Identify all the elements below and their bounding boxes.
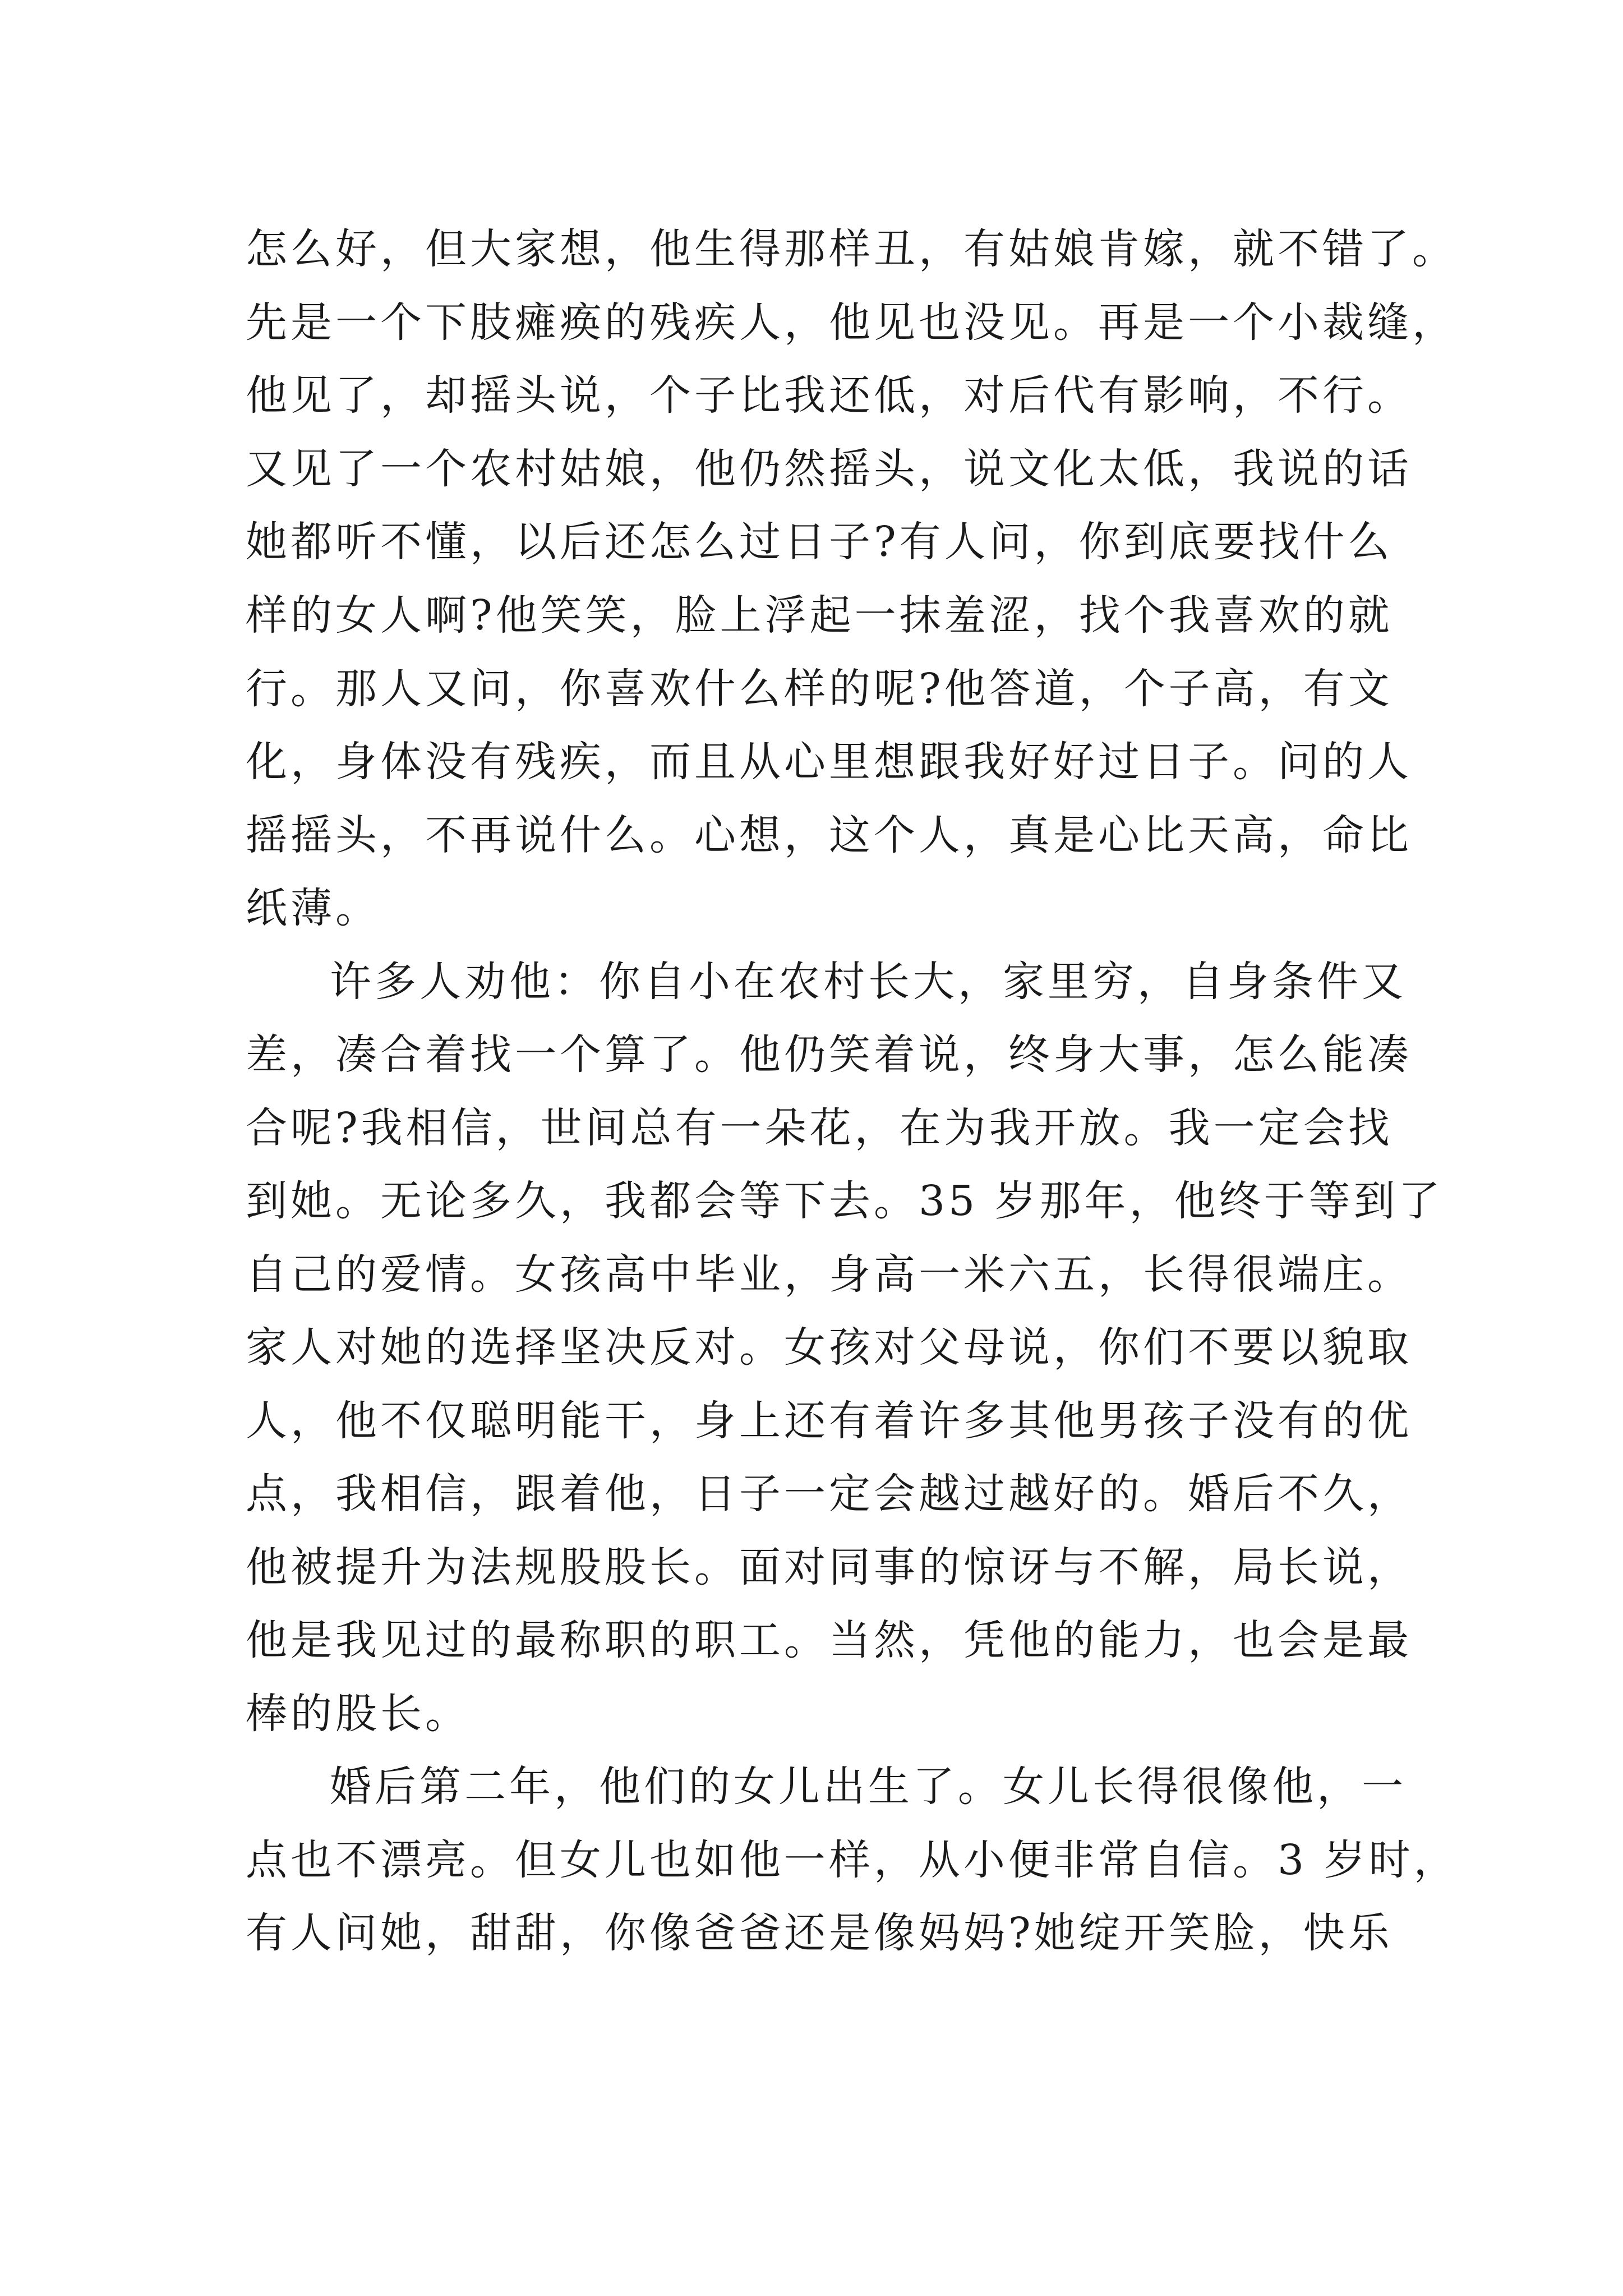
text-line: 化，身体没有残疾，而且从心里想跟我好好过日子。问的人 bbox=[246, 738, 1412, 786]
text-line: 棒的股长。 bbox=[246, 1690, 470, 1738]
text-line: 点，我相信，跟着他，日子一定会越过越好的。婚后不久， bbox=[246, 1470, 1412, 1518]
text-line: 纸薄。 bbox=[246, 884, 380, 932]
text-line: 家人对她的选择坚决反对。女孩对父母说，你们不要以貌取 bbox=[246, 1323, 1412, 1372]
text-line: 他被提升为法规股股长。面对同事的惊讶与不解，局长说， bbox=[246, 1543, 1412, 1591]
text-line: 自己的爱情。女孩高中毕业，身高一米六五，长得很端庄。 bbox=[246, 1250, 1412, 1299]
text-line: 到她。无论多久，我都会等下去。35 岁那年，他终于等到了 bbox=[246, 1177, 1444, 1225]
text-line: 有人问她，甜甜，你像爸爸还是像妈妈?她绽开笑脸，快乐 bbox=[246, 1909, 1393, 1957]
text-line: 许多人劝他：你自小在农村长大，家里穷，自身条件又 bbox=[330, 958, 1407, 1006]
text-line: 他是我见过的最称职的职工。当然，凭他的能力，也会是最 bbox=[246, 1616, 1412, 1664]
text-line: 婚后第二年，他们的女儿出生了。女儿长得很像他，一 bbox=[330, 1763, 1407, 1811]
text-line: 差，凑合着找一个算了。他仍笑着说，终身大事，怎么能凑 bbox=[246, 1030, 1412, 1079]
text-line: 人，他不仅聪明能干，身上还有着许多其他男孩子没有的优 bbox=[246, 1397, 1412, 1445]
text-line: 又见了一个农村姑娘，他仍然摇头，说文化太低，我说的话 bbox=[246, 445, 1412, 493]
text-line: 行。那人又问，你喜欢什么样的呢?他答道，个子高，有文 bbox=[246, 665, 1393, 713]
text-line: 样的女人啊?他笑笑，脸上浮起一抹羞涩，找个我喜欢的就 bbox=[246, 591, 1393, 639]
text-line: 先是一个下肢瘫痪的残疾人，他见也没见。再是一个小裁缝， bbox=[246, 298, 1457, 347]
text-line: 他见了，却摇头说，个子比我还低，对后代有影响，不行。 bbox=[246, 371, 1412, 420]
text-line: 摇摇头，不再说什么。心想，这个人，真是心比天高，命比 bbox=[246, 811, 1412, 859]
text-line: 合呢?我相信，世间总有一朵花，在为我开放。我一定会找 bbox=[246, 1104, 1393, 1152]
text-line: 她都听不懂，以后还怎么过日子?有人问，你到底要找什么 bbox=[246, 518, 1393, 566]
text-line: 点也不漂亮。但女儿也如他一样，从小便非常自信。3 岁时， bbox=[246, 1836, 1459, 1884]
text-line: 怎么好，但大家想，他生得那样丑，有姑娘肯嫁，就不错了。 bbox=[246, 225, 1457, 273]
